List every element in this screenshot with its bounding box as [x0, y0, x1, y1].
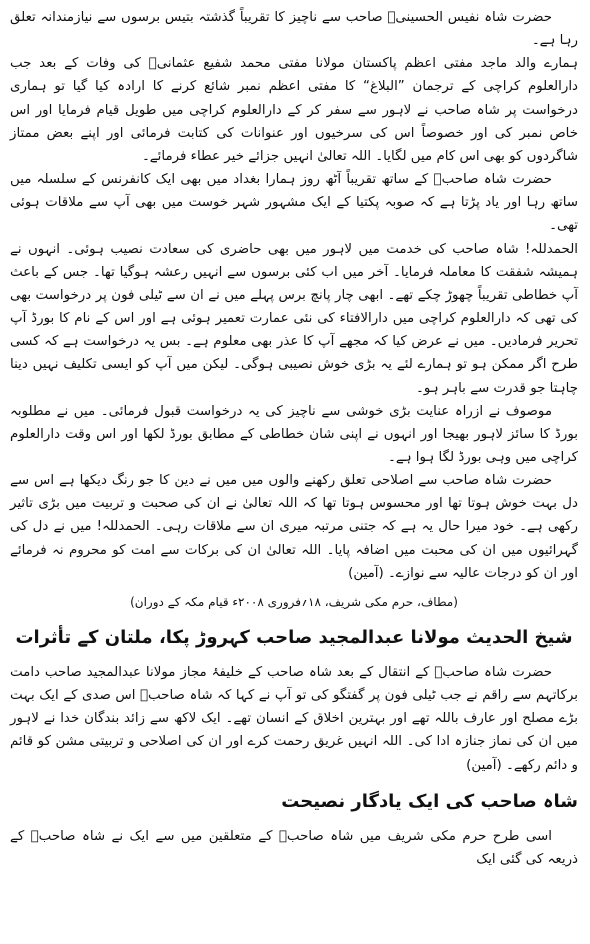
paragraph-board: موصوف نے ازراہ عنایت بڑی خوشی سے ناچیز کی یہ درخواست قبول فرمائی۔ میں نے مطلوبہ بورڈ کا سائز لاہور بھیجا اور انہوں نے اپنی شان خطاطی کے مطابق بورڈ لکھا اور اس وقت دارالعلوم کراچی میں وہی بورڈ لگا ہوا ہے۔	[10, 403, 578, 465]
paragraph-haram: اسی طرح حرم مکی شریف میں شاہ صاحبؒ کے متعلقین میں سے ایک نے شاہ صاحبؒ کے ذریعہ کی گئی ایک	[10, 828, 578, 867]
paragraph-abdul-majeed: حضرت شاہ صاحبؒ کے انتقال کے بعد شاہ صاحب کے خلیفۂ مجاز مولانا عبدالمجید صاحب دامت برکاتہم سے راقم نے جب ٹیلی فون پر گفتگو کی تو آپ نے کہا کہ شاہ صاحبؒ اس صدی کے ایک بہت بڑے مصلح اور عارف باللہ تھے اور بہترین اخلاق کے انسان تھے۔ ایک لاکھ سے زائد بندگان خدا نے لاہور میں ان کی نماز جنازہ ادا کی۔ اللہ انہیں غریق رحمت کرے اور ان کی اصلاحی و تربیتی مشن کو قائم و دائم رکھے۔ (آمین)	[10, 664, 578, 773]
paragraph-albalagh: ہمارے والد ماجد مفتی اعظم پاکستان مولانا مفتی محمد شفیع عثمانیؒ کی وفات کے بعد جب دارالعلوم کراچی کے ترجمان ”البلاغ“ کا مفتی اعظم نمبر شائع کرنے کا ارادہ کیا گیا تو ہماری درخواست پر شاہ صاحب نے لاہور سے سفر کر کے دارالعلوم کراچی میں طویل قیام فرمایا اور اس خاص نمبر کی اور خصوصاً اس کی سرخیوں اور عنوانات کی کتابت فرمائی اور اپنے بعض ممتاز شاگردوں کو بھی اس کام میں لگایا۔ اللہ تعالیٰ انہیں جزائے خیر عطاء فرمائے۔	[10, 56, 578, 164]
citation-location: (مطاف، حرم مکی شریف، ۱۸؍فروری ۲۰۰۸ء قیام مکہ کے دوران)	[130, 594, 458, 609]
section-heading-tasurat: شیخ الحدیث مولانا عبدالمجید صاحب کہروڑ پکا، ملتان کے تأثرات	[15, 626, 573, 648]
section-heading-nasihat: شاہ صاحب کی ایک یادگار نصیحت	[281, 790, 578, 812]
paragraph-islahi: حضرت شاہ صاحب سے اصلاحی تعلق رکھنے والوں میں میں نے دین کا جو رنگ دیکھا ہے اس سے دل بہت خوش ہوتا تھا اور محسوس ہوتا تھا کہ اللہ تعالیٰ نے ان کی صحبت و تربیت میں بڑی تاثیر رکھی ہے۔ خود میرا حال یہ ہے کہ جتنی مرتبہ میری ان سے ملاقات رہی۔ الحمدللہ! میں نے دل کی گہرائیوں میں ان کی محبت میں اضافہ پایا۔ اللہ تعالیٰ ان کی برکات سے امت کو محروم نہ فرمائے اور ان کو درجات عالیہ سے نوازے۔ (آمین)	[10, 473, 578, 581]
paragraph-lahore-visit: الحمدللہ! شاہ صاحب کی خدمت میں لاہور میں بھی حاضری کی سعادت نصیب ہوئی۔ انہوں نے ہمیشہ شفقت کا معاملہ فرمایا۔ آخر میں اب کئی برسوں سے انہیں رعشہ ہوگیا تھا۔ جس کے باعث آپ خطاطی تقریباً چھوڑ چکے تھے۔ ابھی چار پانچ برس پہلے میں نے ان سے ٹیلی فون پر درخواست بھی کی تھی کہ دارالعلوم کراچی میں دارالافتاء کی نئی عمارت تعمیر ہوئی ہے اور اس کے نام کا بورڈ آپ تحریر فرمادیں۔ میں نے عرض کیا کہ مجھے آپ کا عذر بھی معلوم ہے۔ بس یہ درخواست ہے کہ کسی طرح اگر ممکن ہو تو ہمارے لئے یہ بڑی خوش نصیبی ہوگی۔ لیکن میں آپ کو ایسی تکلیف نہیں دینا چاہتا جو قدرت سے باہر ہو۔	[10, 241, 578, 396]
paragraph-baghdad: حضرت شاہ صاحبؒ کے ساتھ تقریباً آٹھ روز ہمارا بغداد میں بھی ایک کانفرنس کے سلسلہ میں ساتھ رہا اور یاد پڑتا ہے کہ صوبہ پکتیا کے ایک مشہور شہر خوست میں بھی آپ سے ملاقات ہوئی تھی۔	[10, 172, 578, 234]
paragraph-intro: حضرت شاہ نفیس الحسینیؒ صاحب سے ناچیز کا تقریباً گذشتہ بتیس برسوں سے نیازمندانہ تعلق رہا ہے۔	[10, 10, 578, 49]
